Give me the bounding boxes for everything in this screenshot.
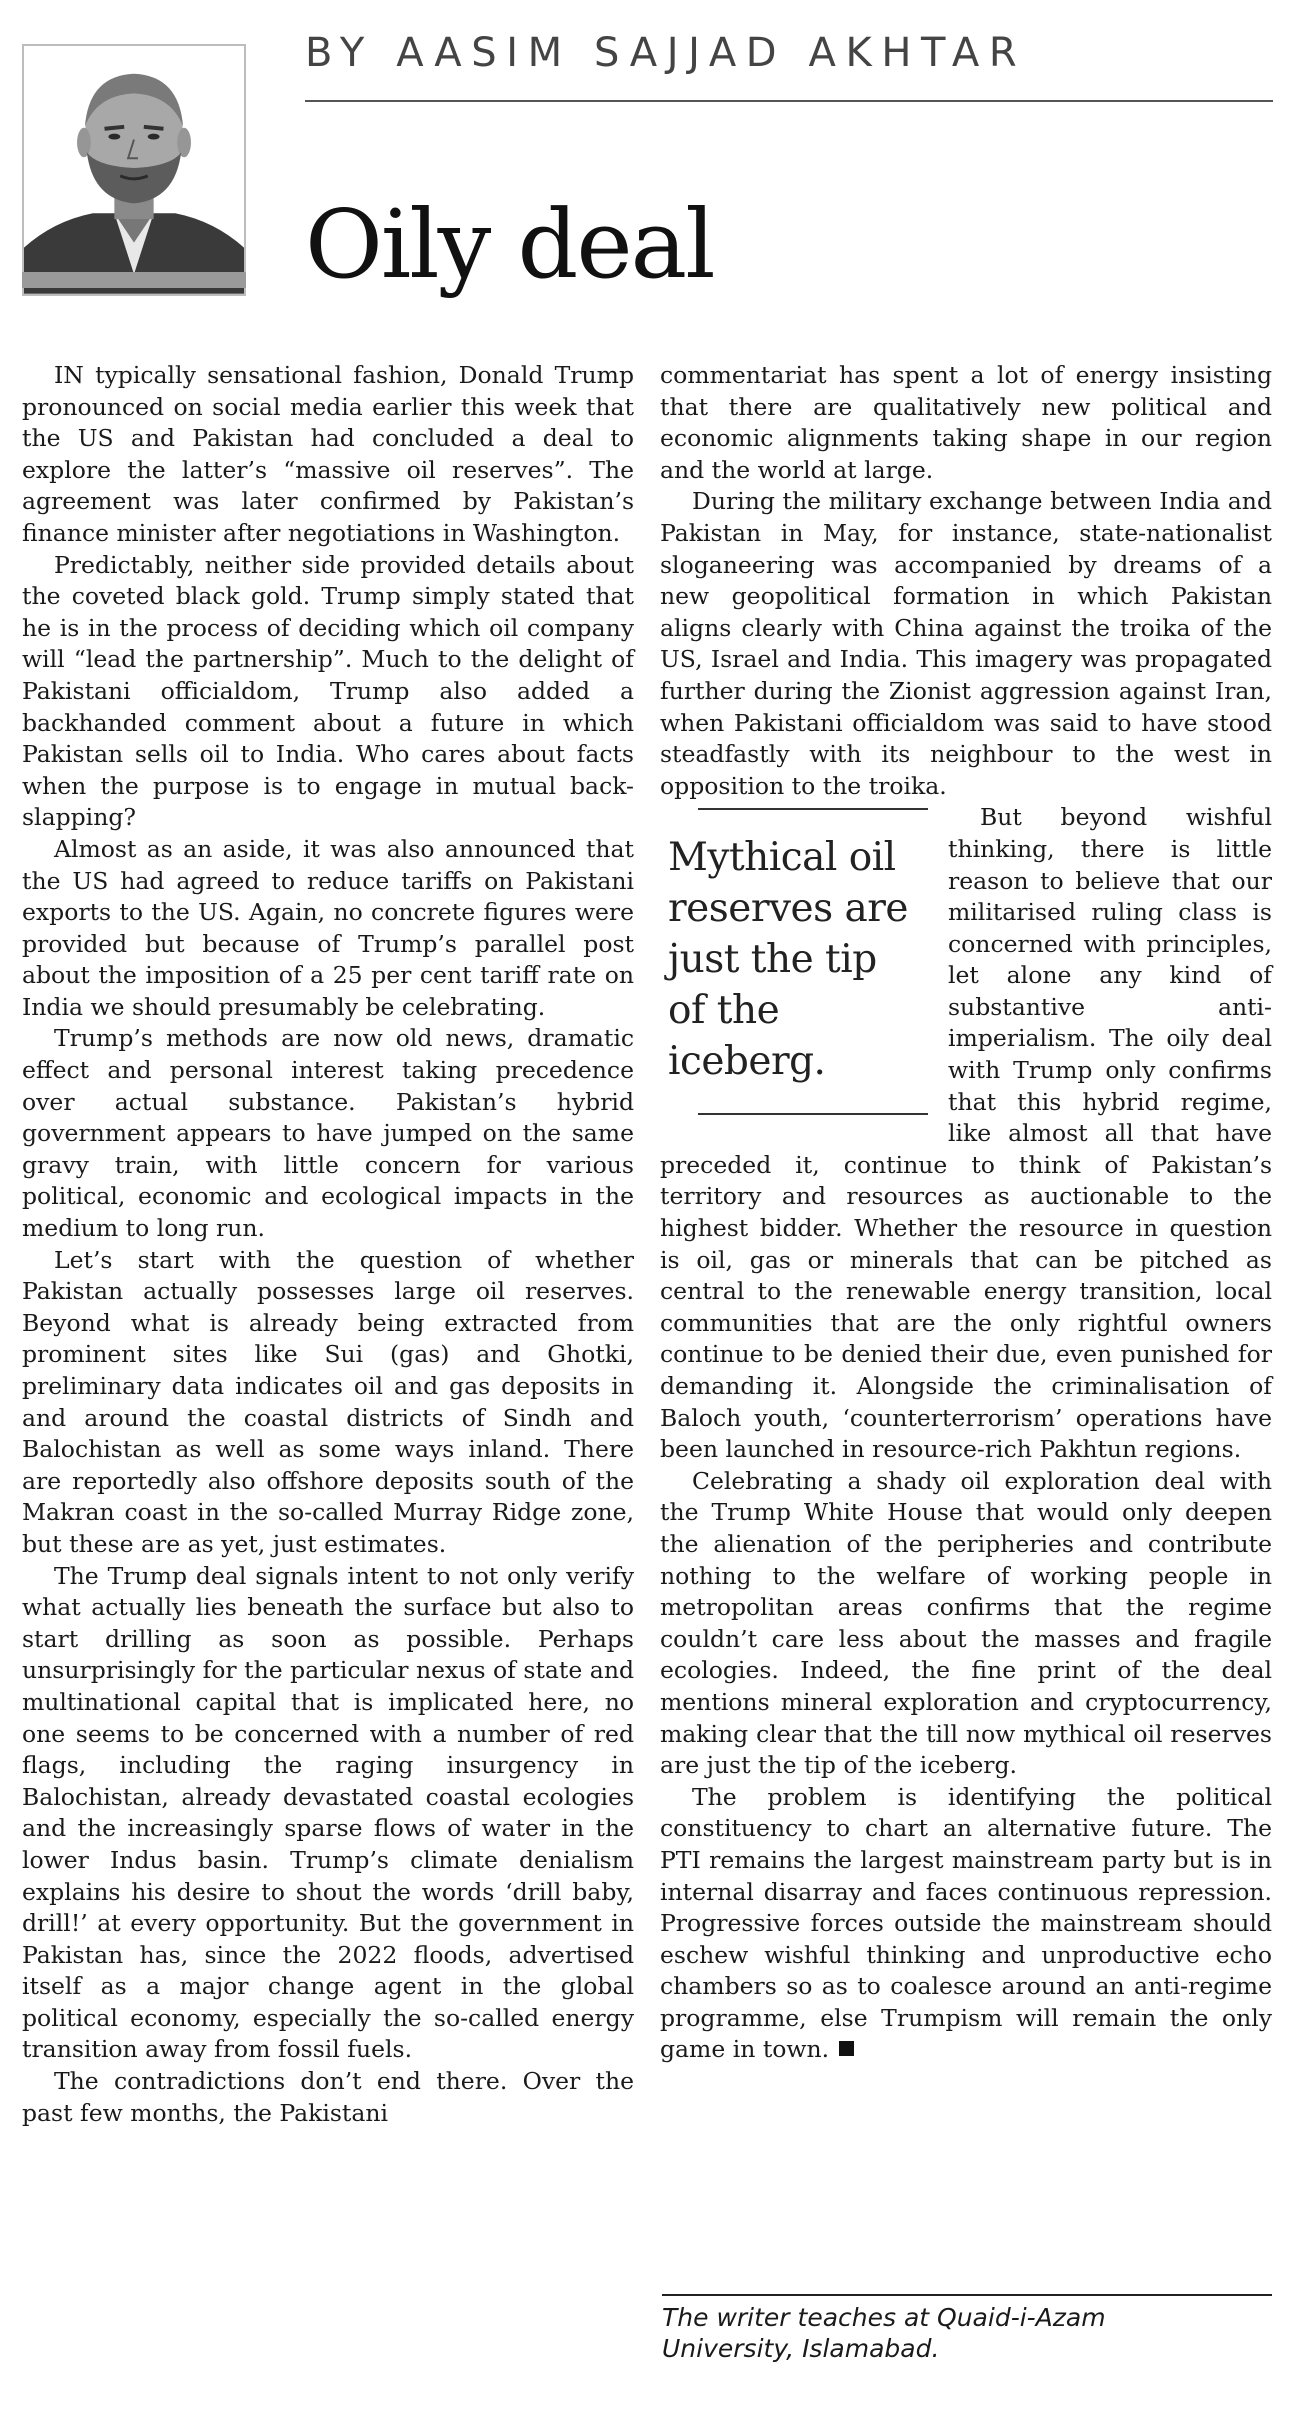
column-right <box>660 360 1272 2066</box>
headline: Oily deal <box>305 190 714 300</box>
paragraph: Celebrating a shady oil exploration deal with the Trump White House that would only deepen the alienation of the peripheries and contribute nothing to the welfare of working people in metropolitan areas confirms that the regime couldn’t care less about the masses and fragile ecologies. Indeed, the fine print of the deal mentions mineral exploration and cryptocurrency, making clear that the till now mythical oil reserves are just the tip of the iceberg. <box>660 1466 1272 1780</box>
column-left <box>22 360 634 2129</box>
pull-quote-rule-top <box>698 808 928 810</box>
paragraph-final <box>660 1782 1272 2066</box>
paragraph: During the military exchange between India and Pakistan in May, for instance, state-nationalist sloganeering was accompanied by dreams of a new geopolitical formation in which Pakistan aligns clearly with China against the troika of the US, Israel and India. This imagery was propagated further during the Zionist aggression against Iran, when Pakistani officialdom was said to have stood steadfastly with its neighbour to the west in opposition to the troika. <box>660 487 1272 800</box>
byline-rule <box>305 100 1273 102</box>
paragraph: Trump’s methods are now old news, dramatic effect and personal interest taking precedence over actual substance. Pakistan’s hybrid government appears to have jumped on the same gravy train, with little concern for various political, economic and ecological impacts in the medium to long run. <box>22 1024 634 1243</box>
paragraph: Let’s start with the question of whether Pakistan actually possesses large oil reserves. Beyond what is already being extracted from prominent sites like Sui (gas) and Ghotki, preliminary data indicates oil and gas deposits in and around the coastal districts of Sindh and Balochistan as well as some ways inland. There are reportedly also offshore deposits south of the Makran coast in the so-called Murray Ridge zone, but these are as yet, just estimates. <box>22 1245 634 1558</box>
author-portrait <box>22 44 246 296</box>
pull-quote-text: Mythical oil reserves are just the tip of the iceberg. <box>668 835 908 1085</box>
final-paragraph-text: The problem is identifying the political constituency to chart an alternative future. The PTI remains the largest mainstream party but is in internal disarray and faces continuous repression. Progressive forces outside the mainstream should eschew wishful thinking and unproductive echo chambers so as to coalesce around an anti-regime programme, else Trumpism will remain the only game in town. <box>660 1782 1272 2064</box>
paragraph: Almost as an aside, it was also announced that the US had agreed to reduce tariffs on Pakistani exports to the US. Again, no concrete figures were provided but because of Trump’s parallel post about the imposition of a 25 per cent tariff rate on India we should presumably be celebrating. <box>22 834 634 1021</box>
paragraph-continuation: commentariat has spent a lot of energy insisting that there are qualitatively new political and economic alignments taking shape in our region and the world at large. <box>660 361 1272 484</box>
paragraph: But beyond wishful thinking, there is little reason to believe that our militarised ruling class is concerned with principles, let alone any kind of substantive anti-imperialism. The oily deal with Trump only confirms that this hybrid regime, like almost all that have preceded it, continue to think of Pakistan’s territory and resources as auctionable to the highest bidder. Whether the resource in question is oil, gas or minerals that can be pitched as central to the renewable energy transition, local communities that are the only rightful owners continue to be denied their due, even punished for demanding it. Alongside the criminalisation of Baloch youth, ‘counterterrorism’ operations have been launched in resource-rich Pakhtun regions. <box>660 803 1272 1464</box>
paragraph: The Trump deal signals intent to not only verify what actually lies beneath the surface but also to start drilling as soon as possible. Perhaps unsurprisingly for the particular nexus of state and multinational capital that is implicated here, no one seems to be concerned with a number of red flags, including the raging insurgency in Balochistan, already devastated coastal ecologies and the increasingly sparse flows of water in the lower Indus basin. Trump’s climate denialism explains his desire to shout the words ‘drill baby, drill!’ at every opportunity. But the government in Pakistan has, since the 2022 floods, advertised itself as a major change agent in the global political economy, especially the so-called energy transition away from fossil fuels. <box>22 1561 634 2064</box>
writer-note-rule <box>662 2294 1272 2296</box>
author-portrait-icon <box>24 46 244 294</box>
writer-note: The writer teaches at Quaid-i-Azam University, Islamabad. <box>662 2303 1106 2363</box>
byline: BY AASIM SAJJAD AKHTAR <box>305 30 1027 76</box>
pull-quote <box>660 808 920 1115</box>
paragraph: The contradictions don’t end there. Over the past few months, the Pakistani <box>22 2067 634 2127</box>
portrait-bar <box>22 272 246 288</box>
paragraph: IN typically sensational fashion, Donald Trump pronounced on social media earlier this week that the US and Pakistan had concluded a deal to explore the latter’s “massive oil reserves”. The agreement was later confirmed by Pakistan’s finance minister after negotiations in Washington. <box>22 361 634 547</box>
paragraph: Predictably, neither side provided details about the coveted black gold. Trump simply stated that he is in the process of deciding which oil company will “lead the partnership”. Much to the delight of Pakistani officialdom, Trump also added a backhanded comment about a future in which Pakistan sells oil to India. Who cares about facts when the purpose is to engage in mutual back-slapping? <box>22 550 634 832</box>
pull-quote-rule-bottom <box>698 1113 928 1115</box>
end-of-article-icon <box>839 2041 854 2056</box>
